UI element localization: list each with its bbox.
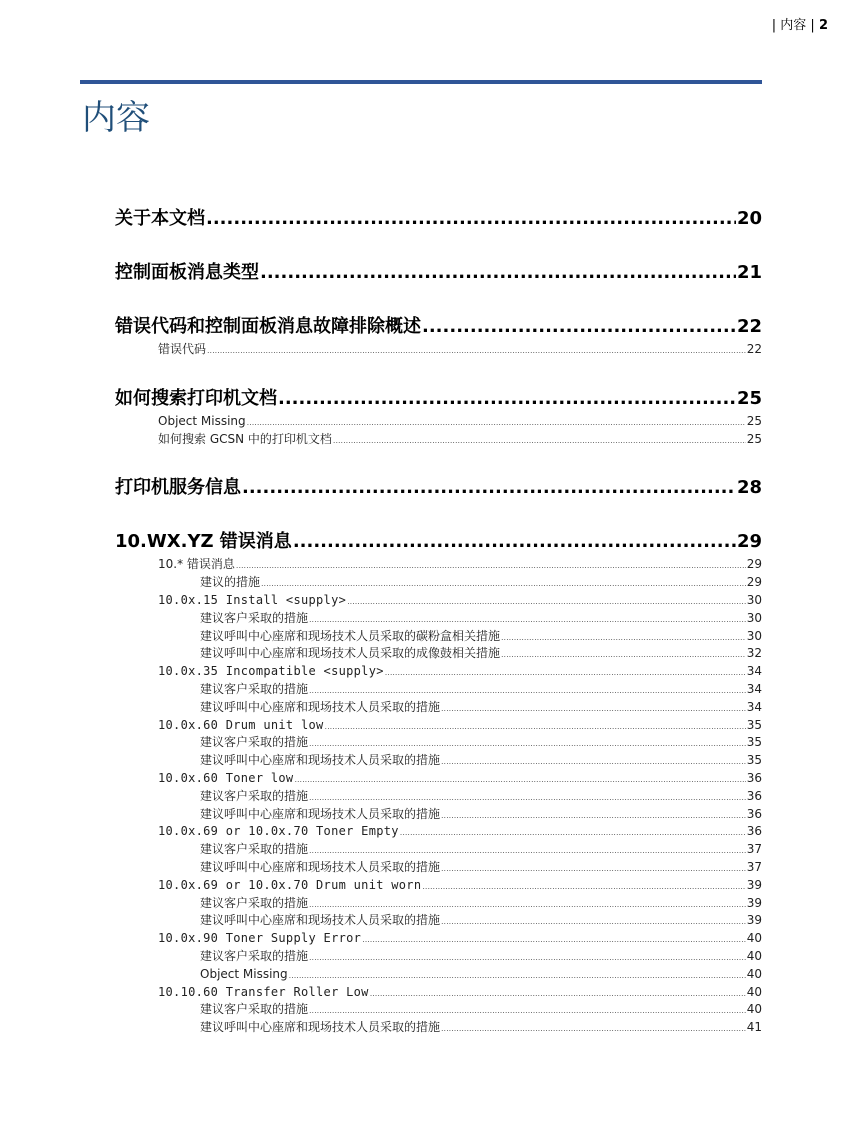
toc-entry-title: 关于本文档 (115, 208, 205, 229)
toc-subsubentry[interactable]: 建议的措施 ..... 29 (115, 574, 762, 592)
page-title: 内容 (82, 98, 150, 138)
toc-subsubentry[interactable]: 建议呼叫中心座席和现场技术人员采取的措施 ..... 34 (115, 699, 762, 717)
toc-entry-about[interactable] (115, 205, 762, 233)
toc-subentry[interactable]: 10.* 错误消息 ..... 29 (115, 556, 762, 574)
toc-subsubentry[interactable]: 建议客户采取的措施 ..... 30 (115, 610, 762, 628)
toc-subentry[interactable]: 10.0x.69 or 10.0x.70 Drum unit worn ..... 39 (115, 877, 762, 895)
toc-subsubentry[interactable]: 建议呼叫中心座席和现场技术人员采取的碳粉盒相关措施 ..... 30 (115, 628, 762, 646)
toc-entry-page: 25 (736, 387, 762, 409)
toc-entry-search-docs[interactable] (115, 385, 762, 413)
running-header (772, 14, 828, 33)
toc-subsubentry[interactable]: 建议呼叫中心座席和现场技术人员采取的措施 ..... 39 (115, 912, 762, 930)
running-header-section: | 内容 | (771, 18, 815, 33)
toc-subsubentry[interactable]: 建议呼叫中心座席和现场技术人员采取的措施 ..... 41 (115, 1019, 762, 1037)
toc-subentry[interactable]: 10.0x.60 Toner low ..... 36 (115, 770, 762, 788)
toc-entry-page: 22 (736, 316, 762, 337)
toc-entry-page: 29 (736, 531, 762, 553)
toc-subentry[interactable]: Object Missing ..... 25 (115, 413, 762, 431)
toc-entry-title: 打印机服务信息 (115, 477, 241, 499)
toc-subsubentry[interactable]: 建议客户采取的措施 ..... 40 (115, 1001, 762, 1019)
toc-subsubentry[interactable]: 建议客户采取的措施 ..... 37 (115, 841, 762, 859)
toc-entry-title: 如何搜索打印机文档 (115, 387, 277, 409)
toc-subentry[interactable]: 10.0x.60 Drum unit low ..... 35 (115, 717, 762, 735)
toc-entry-page: 20 (736, 208, 762, 229)
toc-subsubentry[interactable]: 建议客户采取的措施 ..... 40 (115, 948, 762, 966)
running-header-page: 2 (818, 18, 828, 33)
toc-entry-troubleshooting[interactable] (115, 313, 762, 341)
toc-entry-title: 10.WX.YZ 错误消息 (115, 531, 292, 553)
title-rule (80, 80, 762, 84)
toc-subsubentry[interactable]: 建议呼叫中心座席和现场技术人员采取的措施 ..... 37 (115, 859, 762, 877)
toc-subsubentry[interactable]: 建议客户采取的措施 ..... 34 (115, 681, 762, 699)
toc-entry-error-messages[interactable] (115, 528, 762, 556)
toc-subentry[interactable]: 10.10.60 Transfer Roller Low ..... 40 (115, 984, 762, 1002)
toc-entry-title: 控制面板消息类型 (115, 262, 259, 283)
toc-subsubentry[interactable]: 建议客户采取的措施 ..... 36 (115, 788, 762, 806)
toc-subsubentry[interactable]: Object Missing ..... 40 (115, 966, 762, 984)
toc-subentry[interactable]: 10.0x.35 Incompatible <supply> ..... 34 (115, 663, 762, 681)
toc-subentry[interactable]: 如何搜索 GCSN 中的打印机文档 ..... 25 (115, 431, 762, 449)
toc-subentry[interactable]: 10.0x.90 Toner Supply Error ..... 40 (115, 930, 762, 948)
toc-subsubentry[interactable]: 建议呼叫中心座席和现场技术人员采取的成像鼓相关措施 ..... 32 (115, 645, 762, 663)
toc-subentry[interactable]: 10.0x.15 Install <supply> ..... 30 (115, 592, 762, 610)
toc-subentry[interactable]: 10.0x.69 or 10.0x.70 Toner Empty ..... 36 (115, 823, 762, 841)
toc-subsubentry[interactable]: 建议呼叫中心座席和现场技术人员采取的措施 ..... 36 (115, 806, 762, 824)
toc-subsubentry[interactable]: 建议客户采取的措施 ..... 35 (115, 734, 762, 752)
toc-entry-message-types[interactable] (115, 259, 762, 287)
table-of-contents (115, 205, 762, 1037)
toc-subsubentry[interactable]: 建议呼叫中心座席和现场技术人员采取的措施 ..... 35 (115, 752, 762, 770)
toc-entry-page: 28 (736, 477, 762, 499)
toc-subsubentry[interactable]: 建议客户采取的措施 ..... 39 (115, 895, 762, 913)
toc-entry-title: 错误代码和控制面板消息故障排除概述 (115, 316, 421, 337)
toc-subentry[interactable]: 错误代码 ..... 22 (115, 341, 762, 359)
toc-entry-page: 21 (736, 262, 762, 283)
toc-entry-service-info[interactable] (115, 474, 762, 502)
